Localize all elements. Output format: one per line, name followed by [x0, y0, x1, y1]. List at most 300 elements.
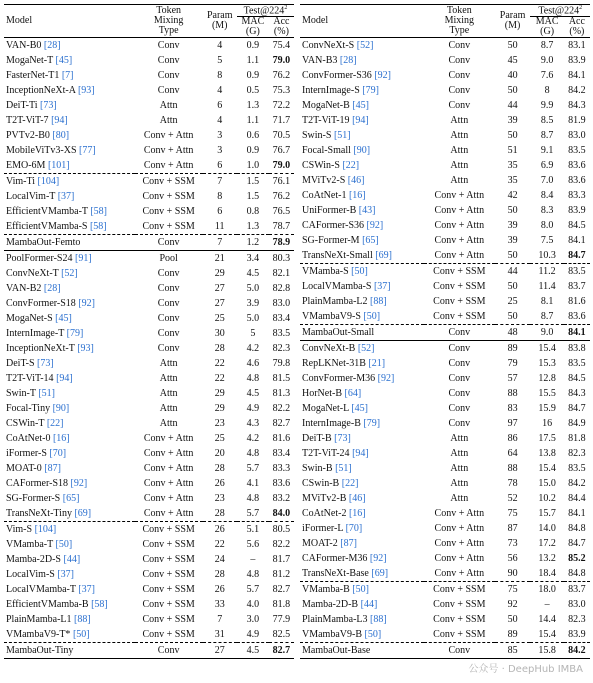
token-mixing-cell: Attn	[450, 114, 469, 126]
citation-link[interactable]: [37]	[57, 568, 75, 580]
mac-cell: 0.9	[246, 69, 260, 81]
citation-link[interactable]: [90]	[353, 144, 371, 156]
citation-link[interactable]: [51]	[38, 387, 55, 399]
citation-link[interactable]: [65]	[62, 492, 80, 504]
param-cell: 5	[217, 54, 223, 66]
token-mixing-cell: Conv	[448, 84, 471, 96]
token-mixing-cell: Conv + Attn	[143, 507, 194, 519]
token-mixing-cell: Conv	[448, 387, 471, 399]
model-name: MobileViTv3-XS	[6, 144, 77, 156]
param-cell: 28	[214, 568, 225, 580]
model-name: LocalVMamba-T	[6, 583, 76, 595]
citation-link[interactable]: [77]	[79, 144, 96, 156]
token-mixing-cell: Conv + Attn	[434, 507, 485, 519]
table-row	[300, 431, 590, 446]
citation-link[interactable]: [16]	[348, 189, 366, 201]
citation-link[interactable]: [58]	[91, 598, 108, 610]
model-name-cell	[300, 643, 424, 659]
token-mixing-cell: Conv	[157, 282, 180, 294]
param-cell: 51	[507, 144, 518, 156]
acc-cell: 82.8	[272, 282, 291, 294]
model-name-cell	[300, 476, 424, 491]
citation-link[interactable]: [92]	[377, 372, 395, 384]
citation-link[interactable]: [88]	[74, 613, 91, 625]
citation-link[interactable]: [91]	[74, 252, 92, 264]
table-row	[4, 219, 294, 235]
token-mixing-cell: Attn	[450, 174, 469, 186]
model-name: VMamba-T	[6, 538, 54, 550]
acc-cell: 83.5	[568, 357, 586, 369]
citation-link[interactable]: [45]	[55, 312, 72, 324]
acc-cell: 82.3	[272, 342, 291, 354]
token-mixing-cell: Conv + Attn	[434, 219, 485, 231]
citation-link[interactable]: [44]	[63, 553, 81, 565]
table-row	[300, 643, 590, 659]
table-row	[4, 266, 294, 281]
param-cell: 39	[507, 114, 518, 126]
model-name-cell	[4, 401, 135, 416]
acc-cell: 84.1	[568, 69, 586, 81]
model-name: MambaOut-Base	[302, 644, 371, 656]
table-row	[4, 371, 294, 386]
param-cell: 22	[214, 538, 225, 550]
param-cell: 22	[214, 357, 225, 369]
table-row	[4, 281, 294, 296]
mac-cell: 8.7	[530, 38, 563, 54]
model-name: PVTv2-B0	[6, 129, 50, 141]
mac-cell: 9.0	[540, 54, 554, 66]
acc-cell: 82.3	[568, 613, 586, 625]
param-cell: 3	[217, 144, 223, 156]
token-mixing-cell: Conv	[448, 357, 471, 369]
mac-cell: 17.2	[538, 537, 556, 549]
citation-link[interactable]: [94]	[56, 372, 73, 384]
token-mixing-cell: Conv + Attn	[143, 492, 194, 504]
model-name-cell	[300, 416, 424, 431]
token-mixing-cell: Conv	[424, 643, 495, 659]
table-row	[300, 566, 590, 582]
citation-link[interactable]: [58]	[89, 220, 107, 232]
param-cell: 89	[507, 628, 518, 640]
citation-link[interactable]: [87]	[44, 462, 61, 474]
acc-cell: 83.9	[568, 204, 586, 216]
citation-link[interactable]: [16]	[348, 507, 366, 519]
model-name-cell	[300, 98, 424, 113]
model-name-cell	[300, 371, 424, 386]
citation-link[interactable]: [73]	[40, 99, 57, 111]
param-cell: 27	[214, 297, 225, 309]
citation-link[interactable]: [94]	[51, 114, 68, 126]
token-mixing-cell: Conv	[135, 38, 203, 54]
citation-link[interactable]: [37]	[373, 280, 391, 292]
param-cell: 8	[217, 69, 223, 81]
model-name-cell	[4, 371, 135, 386]
model-name-cell	[4, 597, 135, 612]
model-name: InceptionNeXt-A	[6, 84, 76, 96]
param-cell: 64	[507, 447, 518, 459]
acc-cell: 84.2	[564, 643, 590, 659]
param-cell: 7	[203, 174, 237, 190]
param-cell: 88	[507, 387, 518, 399]
table-row	[4, 416, 294, 431]
param-cell: 44	[507, 99, 518, 111]
mac-cell: 16	[542, 417, 553, 429]
table-row	[300, 371, 590, 386]
citation-link[interactable]: [87]	[340, 537, 357, 549]
citation-link[interactable]: [28]	[43, 39, 61, 51]
mac-cell: 4.8	[246, 372, 260, 384]
token-mixing-cell: Conv	[157, 84, 180, 96]
token-mixing-cell: Conv + SSM	[135, 522, 203, 538]
table-row	[300, 446, 590, 461]
mac-cell: 12.8	[538, 372, 556, 384]
model-name-cell	[300, 264, 424, 280]
mac-cell: 15.7	[538, 507, 556, 519]
model-name-cell	[4, 612, 135, 627]
mac-cell: 8.7	[540, 129, 554, 141]
model-name-cell	[300, 536, 424, 551]
model-name: Focal-Tiny	[6, 402, 51, 414]
model-name: CAFormer-S18	[6, 477, 69, 489]
citation-link[interactable]: [22]	[341, 477, 359, 489]
model-name: T2T-ViT-24	[302, 447, 350, 459]
mac-cell: 5	[250, 327, 256, 339]
param-cell: 73	[507, 537, 518, 549]
mac-cell: 4.5	[237, 643, 269, 659]
model-name: ConvNeXt-B	[302, 342, 356, 354]
model-name: Mamba-2D-S	[6, 553, 61, 565]
token-mixing-cell: Attn	[159, 417, 178, 429]
acc-cell: 75.3	[272, 84, 291, 96]
citation-link[interactable]: [94]	[352, 114, 369, 126]
model-name-cell	[4, 416, 135, 431]
model-name: VMambaV9-T*	[6, 628, 71, 640]
acc-cell: 77.9	[272, 613, 291, 625]
token-mixing-cell: Conv + SSM	[142, 568, 195, 580]
model-name: VAN-B3	[302, 54, 338, 66]
model-name: MViTv2-S	[302, 174, 346, 186]
citation-link[interactable]: [69]	[375, 249, 392, 261]
param-cell: 23	[214, 492, 225, 504]
model-name: MogaNet-T	[6, 54, 54, 66]
model-name: DeiT-S	[6, 357, 35, 369]
citation-link[interactable]: [70]	[49, 447, 67, 459]
citation-link[interactable]: [93]	[77, 84, 95, 96]
table-row	[300, 68, 590, 83]
citation-link[interactable]: [51]	[333, 129, 351, 141]
citation-link[interactable]: [92]	[374, 69, 391, 81]
table-row	[300, 627, 590, 643]
table-row	[4, 53, 294, 68]
table-row	[4, 582, 294, 597]
param-cell: 26	[214, 583, 225, 595]
table-row	[4, 431, 294, 446]
col-header-acc: Acc (%)	[564, 17, 590, 38]
model-name-cell	[4, 174, 135, 190]
mac-cell: 15.8	[530, 643, 563, 659]
citation-link[interactable]: [16]	[52, 432, 70, 444]
acc-cell: 83.1	[564, 38, 590, 54]
param-cell: 39	[507, 234, 518, 246]
citation-link[interactable]: [88]	[370, 295, 387, 307]
model-name-cell	[4, 204, 135, 219]
token-mixing-cell: Attn	[450, 159, 469, 171]
mac-cell: 8.7	[540, 310, 554, 322]
citation-link[interactable]: [92]	[78, 297, 95, 309]
table-row	[300, 461, 590, 476]
citation-link[interactable]: [69]	[371, 567, 389, 579]
acc-cell: 81.2	[272, 568, 291, 580]
token-mixing-cell: Attn	[450, 432, 469, 444]
citation-link[interactable]: [46]	[347, 174, 365, 186]
model-name: ConvFormer-S18	[6, 297, 76, 309]
acc-cell: 81.9	[568, 114, 586, 126]
param-cell: 75	[507, 507, 518, 519]
citation-link[interactable]: [21]	[368, 357, 386, 369]
model-name-cell	[4, 567, 135, 582]
token-mixing-cell: Conv + SSM	[142, 553, 195, 565]
mac-cell: 9.9	[540, 99, 554, 111]
citation-link[interactable]: [50]	[363, 310, 381, 322]
model-name-cell	[300, 309, 424, 325]
acc-cell: 79.0	[272, 159, 291, 171]
param-cell: 26	[203, 522, 237, 538]
model-name: Vim-S	[6, 523, 33, 535]
citation-link[interactable]: [93]	[77, 342, 94, 354]
param-cell: 35	[507, 174, 518, 186]
citation-link[interactable]: [64]	[344, 387, 362, 399]
citation-link[interactable]: [46]	[348, 492, 366, 504]
acc-cell: 76.1	[269, 174, 294, 190]
model-name-cell	[300, 143, 424, 158]
citation-link[interactable]: [22]	[342, 159, 360, 171]
citation-link[interactable]: [50]	[72, 628, 90, 640]
citation-link[interactable]: [45]	[55, 54, 73, 66]
citation-link[interactable]: [37]	[57, 190, 75, 202]
model-name: Swin-B	[302, 462, 333, 474]
citation-link[interactable]: [50]	[55, 538, 73, 550]
acc-cell: 84.5	[568, 372, 586, 384]
table-row	[300, 218, 590, 233]
param-cell: 56	[507, 552, 518, 564]
citation-link[interactable]: [79]	[363, 417, 381, 429]
model-name-cell	[300, 582, 424, 598]
acc-cell: 81.5	[272, 372, 291, 384]
citation-link[interactable]: [90]	[52, 402, 70, 414]
model-name: InceptionNeXt-T	[6, 342, 75, 354]
citation-link[interactable]: [50]	[364, 628, 382, 640]
param-cell: 52	[507, 492, 518, 504]
citation-link[interactable]: [92]	[70, 477, 88, 489]
param-cell: 23	[214, 417, 225, 429]
citation-link[interactable]: [94]	[352, 447, 369, 459]
table-row	[4, 522, 294, 538]
mac-cell: 1.2	[237, 235, 269, 251]
acc-cell: 78.9	[269, 235, 294, 251]
citation-link[interactable]: [37]	[78, 583, 95, 595]
model-name: FasterNet-T1	[6, 69, 60, 81]
token-mixing-cell: Conv	[157, 342, 180, 354]
token-mixing-cell: Conv	[157, 69, 180, 81]
acc-cell: 83.9	[568, 628, 586, 640]
citation-link[interactable]: [79]	[362, 84, 379, 96]
token-mixing-cell: Conv + SSM	[424, 582, 495, 598]
model-name-cell	[4, 281, 135, 296]
acc-cell: 83.3	[568, 189, 586, 201]
acc-cell: 83.6	[272, 477, 291, 489]
citation-link[interactable]: [22]	[46, 417, 64, 429]
param-cell: 20	[214, 447, 225, 459]
table-row	[4, 597, 294, 612]
param-cell: 50	[507, 84, 518, 96]
token-mixing-cell: Conv	[448, 69, 471, 81]
param-cell: 24	[214, 553, 225, 565]
param-cell: 89	[495, 341, 531, 357]
acc-cell: 82.7	[272, 417, 291, 429]
acc-cell: 84.1	[568, 234, 586, 246]
citation-link[interactable]: [43]	[358, 204, 376, 216]
citation-link[interactable]: [28]	[43, 282, 61, 294]
mac-cell: 13.8	[538, 447, 556, 459]
mac-cell: 7.5	[540, 234, 554, 246]
citation-link[interactable]: [44]	[360, 598, 378, 610]
citation-link[interactable]: [73]	[37, 357, 54, 369]
citation-link[interactable]: [88]	[370, 613, 387, 625]
model-name-cell	[300, 612, 424, 627]
model-name: LocalVMamba-S	[302, 280, 372, 292]
acc-cell: 76.5	[272, 205, 291, 217]
model-name: EfficientVMamba-T	[6, 205, 88, 217]
table-row	[300, 248, 590, 264]
citation-link[interactable]: [58]	[90, 205, 107, 217]
table-row	[300, 341, 590, 357]
token-mixing-cell: Conv + SSM	[142, 583, 195, 595]
citation-link[interactable]: [92]	[366, 219, 384, 231]
mac-cell: –	[544, 598, 550, 610]
acc-cell: 84.1	[568, 507, 586, 519]
param-cell: 29	[214, 267, 225, 279]
citation-link[interactable]: [50]	[352, 583, 369, 595]
model-name: PlainMamba-L1	[6, 613, 72, 625]
citation-link[interactable]: [51]	[335, 462, 352, 474]
token-mixing-cell: Attn	[159, 387, 178, 399]
citation-link[interactable]: [45]	[351, 402, 369, 414]
table-row	[300, 143, 590, 158]
citation-link[interactable]: [101]	[47, 159, 70, 171]
citation-link[interactable]: [45]	[352, 99, 369, 111]
model-name: VAN-B2	[6, 282, 42, 294]
model-name-cell	[4, 68, 135, 83]
table-row	[300, 294, 590, 309]
col-header-token-mixing: Token Mixing Type	[135, 5, 203, 38]
citation-link[interactable]: [69]	[74, 507, 92, 519]
citation-link[interactable]: [80]	[52, 129, 70, 141]
param-cell: 45	[507, 54, 518, 66]
token-mixing-cell: Conv	[448, 372, 471, 384]
param-cell: 28	[214, 342, 225, 354]
mac-cell: –	[250, 553, 256, 565]
mac-cell: 8.3	[540, 204, 554, 216]
token-mixing-cell: Conv + SSM	[135, 174, 203, 190]
token-mixing-cell: Conv + SSM	[433, 280, 486, 292]
model-name-cell	[4, 386, 135, 401]
token-mixing-cell: Attn	[159, 402, 178, 414]
mac-cell: 4.9	[246, 402, 260, 414]
model-name-cell	[4, 341, 135, 356]
token-mixing-cell: Conv + Attn	[434, 204, 485, 216]
model-name: VMambaV9-S	[302, 310, 361, 322]
param-cell: 31	[214, 628, 225, 640]
mac-cell: 4.2	[246, 342, 260, 354]
citation-link[interactable]: [73]	[334, 432, 351, 444]
mac-cell: 1.1	[246, 114, 260, 126]
table-row	[300, 53, 590, 68]
table-row	[300, 173, 590, 188]
table-row	[4, 627, 294, 643]
param-cell: 28	[214, 507, 225, 519]
param-cell: 21	[203, 251, 237, 267]
results-table-left	[4, 4, 294, 659]
model-name-cell	[4, 53, 135, 68]
citation-link[interactable]: [52]	[356, 39, 374, 51]
model-name-cell	[4, 582, 135, 597]
citation-link[interactable]: [28]	[339, 54, 357, 66]
table-row	[300, 38, 590, 54]
mac-cell: 15.3	[538, 357, 556, 369]
citation-link[interactable]: [7]	[61, 69, 74, 81]
table-row	[4, 38, 294, 54]
acc-cell: 78.7	[272, 220, 291, 232]
citation-link[interactable]: [79]	[66, 327, 84, 339]
citation-link[interactable]: [52]	[357, 342, 375, 354]
citation-link[interactable]: [65]	[362, 234, 379, 246]
acc-cell: 84.2	[568, 84, 586, 96]
table-row	[4, 174, 294, 190]
mac-cell: 15.5	[538, 387, 556, 399]
param-cell: 7	[203, 235, 237, 251]
citation-link[interactable]: [50]	[351, 265, 368, 277]
table-row	[4, 612, 294, 627]
token-mixing-cell: Conv + SSM	[142, 613, 195, 625]
mac-cell: 8.5	[540, 114, 554, 126]
model-name-cell	[300, 53, 424, 68]
table-row	[4, 386, 294, 401]
model-name-cell	[4, 235, 135, 251]
model-name-cell	[4, 537, 135, 552]
param-cell: 6	[217, 205, 223, 217]
table-row	[4, 68, 294, 83]
model-name-cell	[300, 128, 424, 143]
table-row	[300, 401, 590, 416]
citation-link[interactable]: [70]	[345, 522, 363, 534]
citation-link[interactable]: [92]	[369, 552, 387, 564]
model-name: ConvFormer-S36	[302, 69, 372, 81]
model-name-cell	[300, 431, 424, 446]
acc-cell: 84.8	[568, 522, 586, 534]
acc-cell: 81.7	[272, 553, 291, 565]
token-mixing-cell: Attn	[159, 99, 178, 111]
acc-cell: 76.2	[272, 190, 291, 202]
mac-cell: 13.2	[538, 552, 556, 564]
citation-link[interactable]: [104]	[34, 523, 57, 535]
param-cell: 4	[217, 114, 223, 126]
param-cell: 4	[203, 38, 237, 54]
citation-link[interactable]: [104]	[37, 175, 60, 187]
citation-link[interactable]: [52]	[61, 267, 78, 279]
token-mixing-cell: Conv + SSM	[433, 628, 486, 640]
token-mixing-cell: Conv + Attn	[434, 522, 485, 534]
table-row	[300, 491, 590, 506]
